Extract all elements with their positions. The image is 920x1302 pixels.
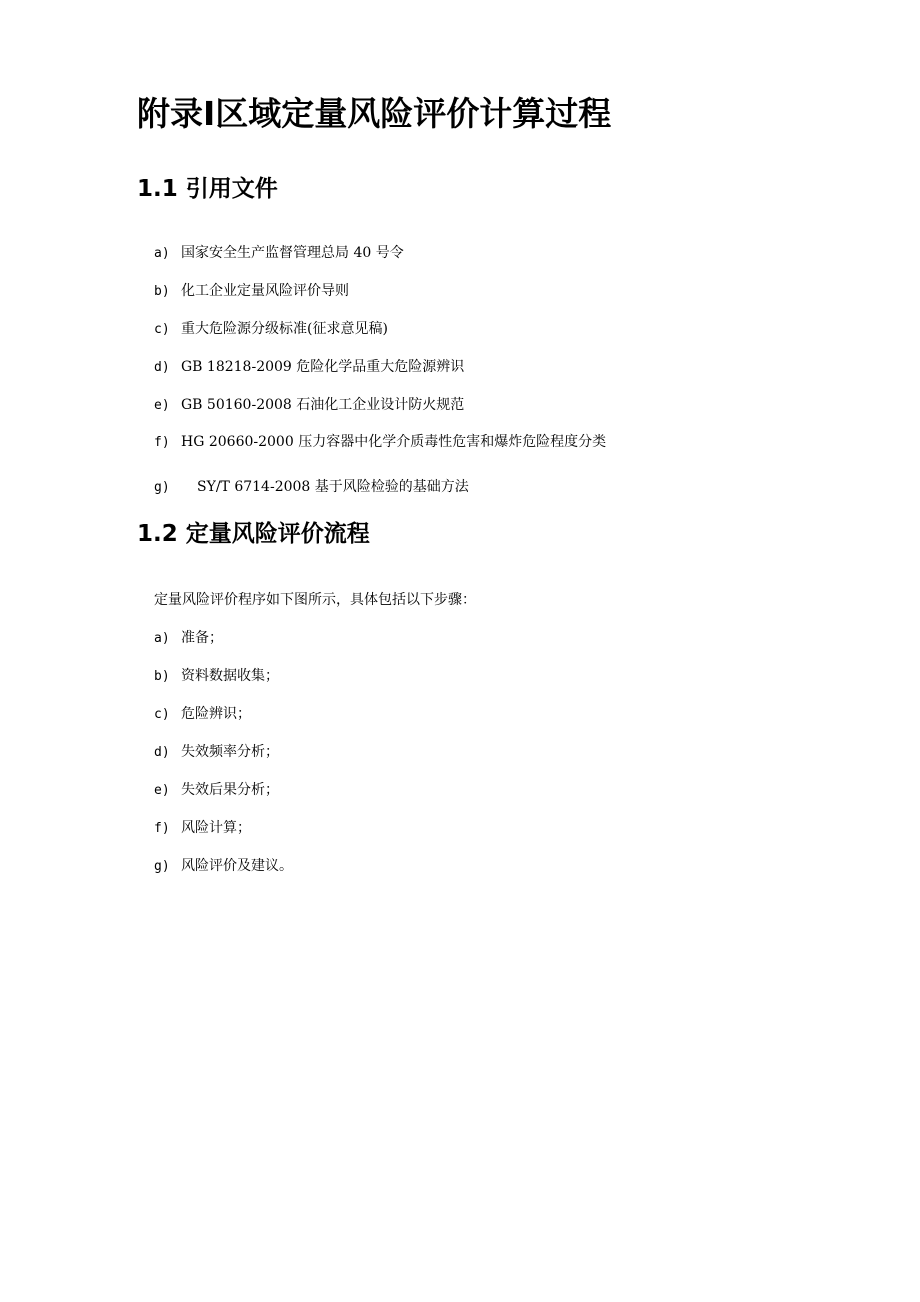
page-title: 附录Ⅰ区域定量风险评价计算过程	[137, 94, 612, 133]
list-marker: d)	[154, 745, 170, 760]
list-marker: a)	[154, 631, 170, 646]
list-item	[154, 318, 388, 341]
list-marker: a)	[154, 246, 170, 261]
list-marker: c)	[154, 322, 170, 337]
list-item	[154, 817, 251, 840]
list-item	[154, 356, 464, 379]
list-marker: e)	[154, 398, 170, 413]
list-item	[154, 431, 606, 454]
list-item-text: 失效后果分析；	[181, 782, 279, 798]
list-marker: f)	[154, 435, 170, 450]
list-marker: e)	[154, 783, 170, 798]
list-marker: c)	[154, 707, 170, 722]
section-intro: 定量风险评价程序如下图所示，具体包括以下步骤：	[154, 592, 476, 608]
list-marker: d)	[154, 360, 170, 375]
list-item	[154, 627, 223, 650]
list-item-text: GB 50160-2008 石油化工企业设计防火规范	[181, 397, 465, 413]
list-item	[154, 665, 279, 688]
list-item	[154, 394, 464, 417]
list-item	[154, 855, 293, 878]
list-item	[154, 779, 279, 802]
list-marker: g)	[154, 480, 170, 495]
list-item-text: 风险评价及建议。	[181, 858, 293, 874]
section-heading-process: 1.2 定量风险评价流程	[137, 521, 370, 547]
list-marker: b)	[154, 669, 170, 684]
list-item-text: 准备；	[181, 630, 223, 646]
section-heading-references: 1.1 引用文件	[137, 176, 278, 202]
list-item-text: 危险辨识；	[181, 706, 251, 722]
list-item-text: GB 18218-2009 危险化学品重大危险源辨识	[181, 359, 465, 375]
list-item-text: 重大危险源分级标准(征求意见稿)	[181, 321, 388, 337]
list-item	[154, 703, 251, 726]
list-item-text: 失效频率分析；	[181, 744, 279, 760]
list-item-text: 风险计算；	[181, 820, 251, 836]
list-item	[154, 242, 404, 265]
list-item	[154, 741, 279, 764]
list-marker: g)	[154, 859, 170, 874]
list-item-text: SY/T 6714-2008 基于风险检验的基础方法	[197, 479, 469, 495]
list-marker: f)	[154, 821, 170, 836]
list-item	[154, 476, 469, 499]
list-item-text: HG 20660-2000 压力容器中化学介质毒性危害和爆炸危险程度分类	[181, 434, 607, 450]
list-marker: b)	[154, 284, 170, 299]
list-item	[154, 280, 349, 303]
list-item-text: 国家安全生产监督管理总局 40 号令	[181, 245, 404, 261]
list-item-text: 化工企业定量风险评价导则	[181, 283, 349, 299]
list-item-text: 资料数据收集；	[181, 668, 279, 684]
